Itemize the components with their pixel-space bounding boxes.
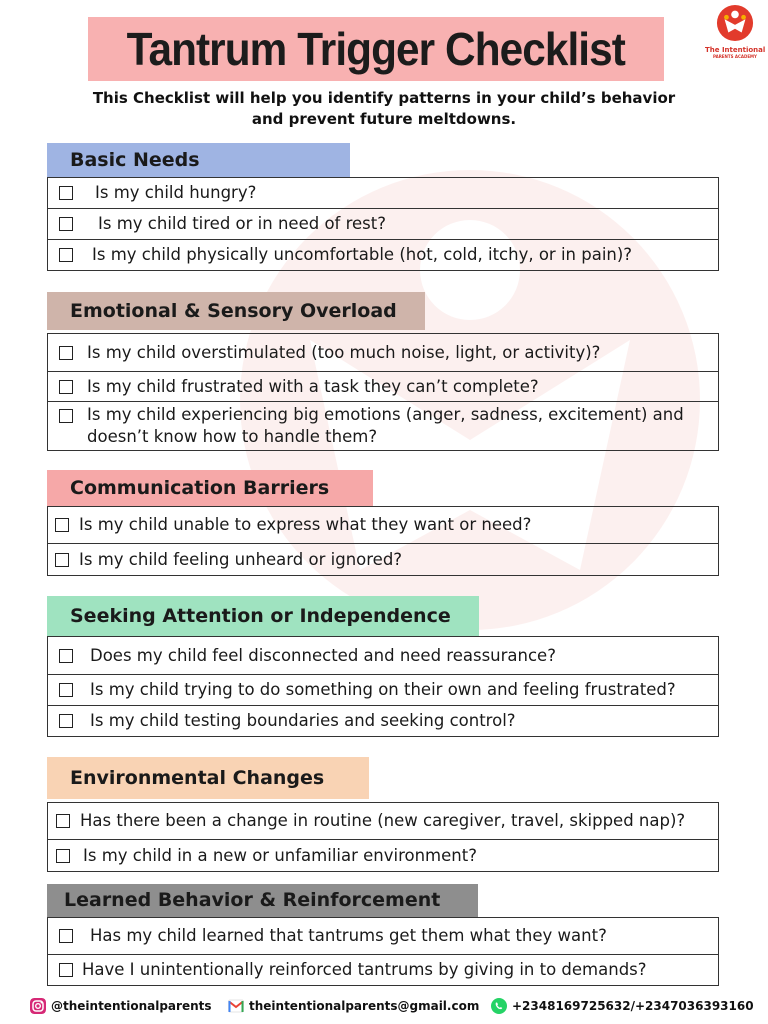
brand-logo xyxy=(705,4,765,58)
item-text: Has my child learned that tantrums get them what they want? xyxy=(90,926,607,945)
checkbox[interactable] xyxy=(59,380,73,394)
item-text: Is my child feeling unheard or ignored? xyxy=(79,549,403,569)
subtitle xyxy=(40,88,728,130)
checkbox[interactable] xyxy=(59,217,73,231)
checkbox[interactable] xyxy=(59,649,73,663)
list-item xyxy=(48,803,718,840)
page-title: Tantrum Trigger Checklist xyxy=(126,23,626,75)
gmail-icon xyxy=(228,998,244,1014)
title-banner xyxy=(88,17,664,81)
item-text: Is my child experiencing big emotions (anger, sadness, excitement) and doesn’t know how to handle them? xyxy=(87,405,684,446)
checklist xyxy=(47,333,719,451)
checkbox[interactable] xyxy=(59,248,73,262)
checkbox[interactable] xyxy=(59,929,73,943)
list-item xyxy=(48,675,718,706)
checklist xyxy=(47,506,719,576)
item-text: Is my child physically uncomfortable (hot, cold, itchy, or in pain)? xyxy=(92,245,633,264)
section-heading: Environmental Changes xyxy=(47,757,369,799)
list-item xyxy=(48,209,718,240)
checkbox[interactable] xyxy=(56,814,70,828)
section-heading: Basic Needs xyxy=(47,143,350,177)
item-text: Has there been a change in routine (new caregiver, travel, skipped nap)? xyxy=(80,811,686,830)
section-environmental xyxy=(47,757,719,872)
section-heading: Learned Behavior & Reinforcement xyxy=(47,884,478,917)
section-learned-behavior xyxy=(47,884,719,986)
instagram-handle: @theintentionalparents xyxy=(51,999,212,1013)
list-item xyxy=(48,544,718,576)
section-basic-needs xyxy=(47,143,719,271)
section-seeking-attention xyxy=(47,596,719,737)
list-item xyxy=(48,240,718,271)
footer-phone[interactable] xyxy=(491,998,754,1014)
section-heading: Emotional & Sensory Overload xyxy=(47,292,425,330)
item-text: Have I unintentionally reinforced tantrums by giving in to demands? xyxy=(82,960,647,979)
list-item xyxy=(48,840,718,872)
checklist xyxy=(47,917,719,986)
checkbox[interactable] xyxy=(59,186,73,200)
checkbox[interactable] xyxy=(59,346,73,360)
item-text: Is my child tired or in need of rest? xyxy=(98,214,386,233)
item-text: Does my child feel disconnected and need reassurance? xyxy=(90,645,556,665)
item-text: Is my child testing boundaries and seeking control? xyxy=(90,711,516,730)
logo-subtext: PARENTS ACADEMY xyxy=(713,54,757,59)
subtitle-line-1: This Checklist will help you identify patterns in your child’s behavior xyxy=(92,89,676,107)
section-emotional-sensory xyxy=(47,292,719,451)
list-item xyxy=(48,637,718,675)
checkbox[interactable] xyxy=(59,963,73,977)
checkbox[interactable] xyxy=(55,553,69,567)
item-text: Is my child frustrated with a task they can’t complete? xyxy=(87,376,539,396)
section-heading: Communication Barriers xyxy=(47,470,373,506)
list-item xyxy=(48,507,718,544)
logo-text: The Intentional xyxy=(705,46,766,54)
checkbox[interactable] xyxy=(56,849,70,863)
whatsapp-icon xyxy=(491,998,507,1014)
list-item xyxy=(48,178,718,209)
section-heading: Seeking Attention or Independence xyxy=(47,596,479,636)
subtitle-line-2: and prevent future meltdowns. xyxy=(251,110,517,128)
item-text: Is my child overstimulated (too much noise, light, or activity)? xyxy=(87,342,601,362)
item-text: Is my child unable to express what they want or need? xyxy=(79,515,532,534)
footer-email[interactable] xyxy=(228,998,479,1014)
footer xyxy=(0,998,768,1018)
item-text: Is my child trying to do something on their own and feeling frustrated? xyxy=(90,680,676,699)
checklist xyxy=(47,636,719,737)
item-text: Is my child hungry? xyxy=(95,183,257,202)
checkbox[interactable] xyxy=(59,409,73,423)
list-item xyxy=(48,402,718,451)
checklist xyxy=(47,177,719,271)
checklist xyxy=(47,802,719,872)
footer-instagram[interactable] xyxy=(30,998,212,1014)
email-address: theintentionalparents@gmail.com xyxy=(249,999,480,1013)
checkbox[interactable] xyxy=(59,683,73,697)
family-logo-icon xyxy=(716,4,754,42)
phone-numbers: +2348169725632/+2347036393160 xyxy=(512,999,754,1013)
list-item xyxy=(48,955,718,986)
instagram-icon xyxy=(30,998,46,1014)
list-item xyxy=(48,706,718,737)
list-item xyxy=(48,334,718,372)
list-item xyxy=(48,918,718,955)
item-text: Is my child in a new or unfamiliar environment? xyxy=(83,845,477,865)
section-communication xyxy=(47,470,719,576)
list-item xyxy=(48,372,718,402)
checkbox[interactable] xyxy=(55,518,69,532)
checkbox[interactable] xyxy=(59,714,73,728)
